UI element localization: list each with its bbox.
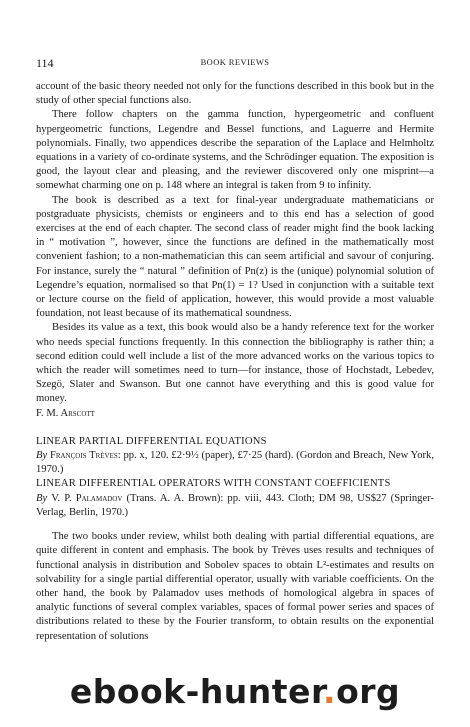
watermark-domain: org xyxy=(336,672,401,711)
bibliographic-entry xyxy=(36,492,434,520)
watermark xyxy=(0,672,470,712)
watermark-text: ebook-hunter xyxy=(69,672,324,711)
watermark-dot: . xyxy=(323,672,337,711)
paragraph: Besides its value as a text, this book would also be a handy reference text for the worker who needs special functions frequently. In this connection the bibliography is rather thin; a second edition could well include a list of the more advanced works on the various topics to which the reader will sometimes need to turn—for instance, those of Hochstadt, Lebedev, Szegö, Slater and Swanson. But one cannot have everything and this is good value for money. xyxy=(36,322,434,405)
review-title: LINEAR PARTIAL DIFFERENTIAL EQUATIONS xyxy=(36,435,267,447)
paragraph: account of the basic theory needed not only for the functions described in this book but in the study of other special functions also. xyxy=(36,81,434,107)
by-label: By xyxy=(36,450,48,462)
running-head: BOOK REVIEWS xyxy=(200,57,270,67)
paragraph: The two books under review, whilst both dealing with partial differential equations, are quite different in content and emphasis. The book by Trèves uses results and techniques of functional analysis in distribution and Sobolev spaces to obtain L²-estimates and results on solvability for a single partial differential operator, usually with variable coefficients. On the other hand, the book by Palamadov uses methods of homological algebra in spaces of analytic functions of several complex variables, spaces of formal power series and spaces of distributions related to these by the Fourier transform, to obtain results on the exponential representation of solutions xyxy=(36,531,434,642)
paragraph: There follow chapters on the gamma function, hypergeometric and confluent hypergeometric functions, Legendre and Bessel functions, and Laguerre and Hermite polynomials. Finally, two appendices describe the separation of the Laplace and Helmholtz equations in a variety of co-ordinate systems, and the Schrödinger equation. The exposition is good, the layout clear and pleasing, and the reviewer discovered only one misprint—a somewhat charming one on p. 148 where an integral is taken from 9 to infinity. xyxy=(36,109,434,192)
page-header xyxy=(36,56,434,70)
book-author: V. P. Palamadov xyxy=(51,492,123,504)
page-number: 114 xyxy=(36,56,54,70)
book-details: (Trans. A. A. Brown): pp. viii, 443. Cloth; DM 98, US$27 (Springer-Verlag, Berlin, 1970.) xyxy=(36,492,434,518)
page-body xyxy=(36,80,434,644)
paragraph: The book is described as a text for final-year undergraduate mathematicians or postgraduate physicists, chemists or engineers and to this end has a selection of good exercises at the end of each chapter. The second class of reader might find the book lacking in “ motivation ”, however, since the functions are defined in the mathematically most convenient fashion; to a non-mathematician this can seem artificial and savour of conjuring. For instance, surely the “ natural ” definition of Pn(z) is the (unique) polynomial solution of Legendre’s equation, normalised so that Pn(1) = 1? Used in conjunction with a suitable text or lecture course on the field of application, however, this would provide a most valuable foundation, not least because of its mathematical soundness. xyxy=(36,194,434,320)
book-details: : pp. x, 120. £2·9½ (paper), £7·25 (hard). (Gordon and Breach, New York, 1970.) xyxy=(36,450,434,476)
bibliographic-entry xyxy=(36,449,434,477)
by-label: By xyxy=(36,492,48,504)
book-author: François Trèves xyxy=(49,450,118,462)
reviewer-signature: F. M. Arscott xyxy=(36,407,95,419)
review-title: LINEAR DIFFERENTIAL OPERATORS WITH CONSTANT COEFFICIENTS xyxy=(36,478,391,490)
